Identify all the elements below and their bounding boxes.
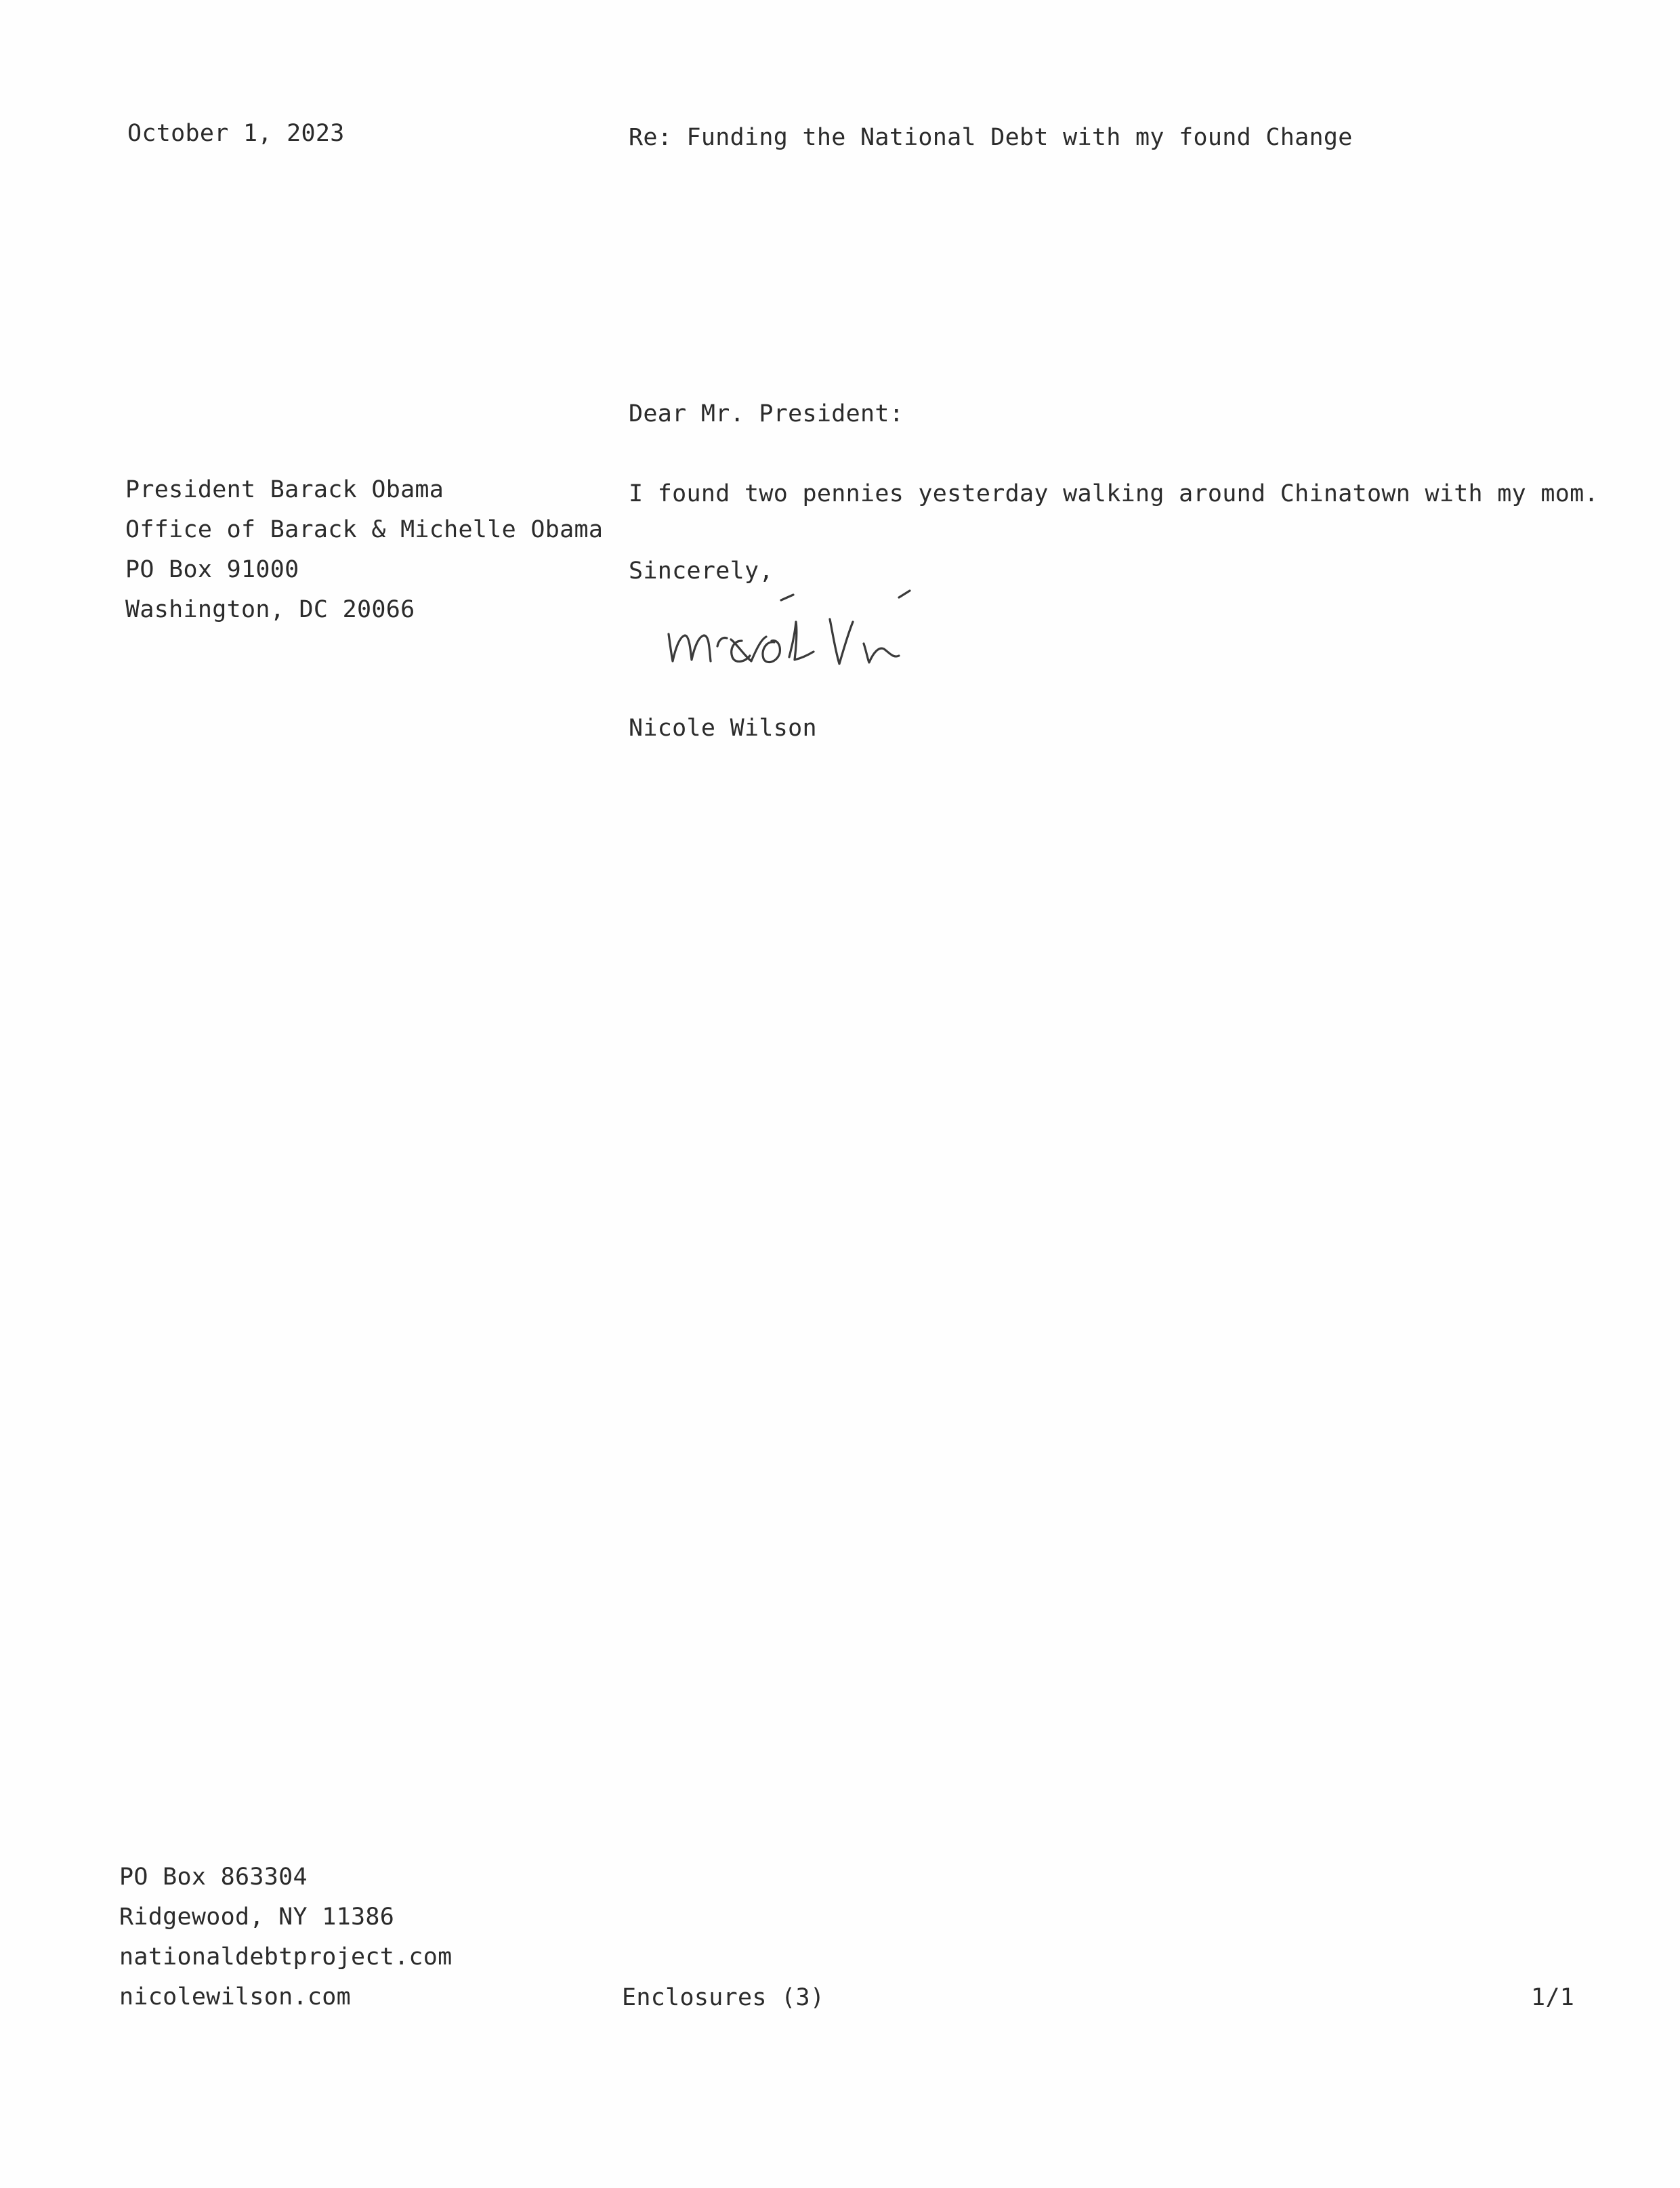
signer-name: Nicole Wilson	[629, 715, 817, 742]
letter-body: I found two pennies yesterday walking around Chinatown with my mom.	[629, 480, 1599, 507]
recipient-name: President Barack Obama	[125, 476, 444, 503]
recipient-po-box: PO Box 91000	[125, 556, 299, 583]
closing: Sincerely,	[629, 557, 774, 585]
recipient-office: Office of Barack & Michelle Obama	[125, 516, 604, 543]
letter-date: October 1, 2023	[127, 120, 345, 147]
recipient-address	[125, 470, 603, 630]
sender-po-box: PO Box 863304	[119, 1864, 308, 1891]
enclosures-note: Enclosures (3)	[622, 1984, 825, 2011]
salutation: Dear Mr. President:	[629, 400, 904, 427]
handwritten-signature	[660, 581, 972, 683]
letter-subject: Re: Funding the National Debt with my found Change	[629, 124, 1353, 151]
sender-address	[119, 1857, 453, 2017]
page-number: 1/1	[1531, 1984, 1575, 2011]
sender-website-1: nationaldebtproject.com	[119, 1943, 453, 1971]
sender-city: Ridgewood, NY 11386	[119, 1903, 395, 1931]
sender-website-2: nicolewilson.com	[119, 1983, 351, 2011]
recipient-city: Washington, DC 20066	[125, 596, 415, 623]
